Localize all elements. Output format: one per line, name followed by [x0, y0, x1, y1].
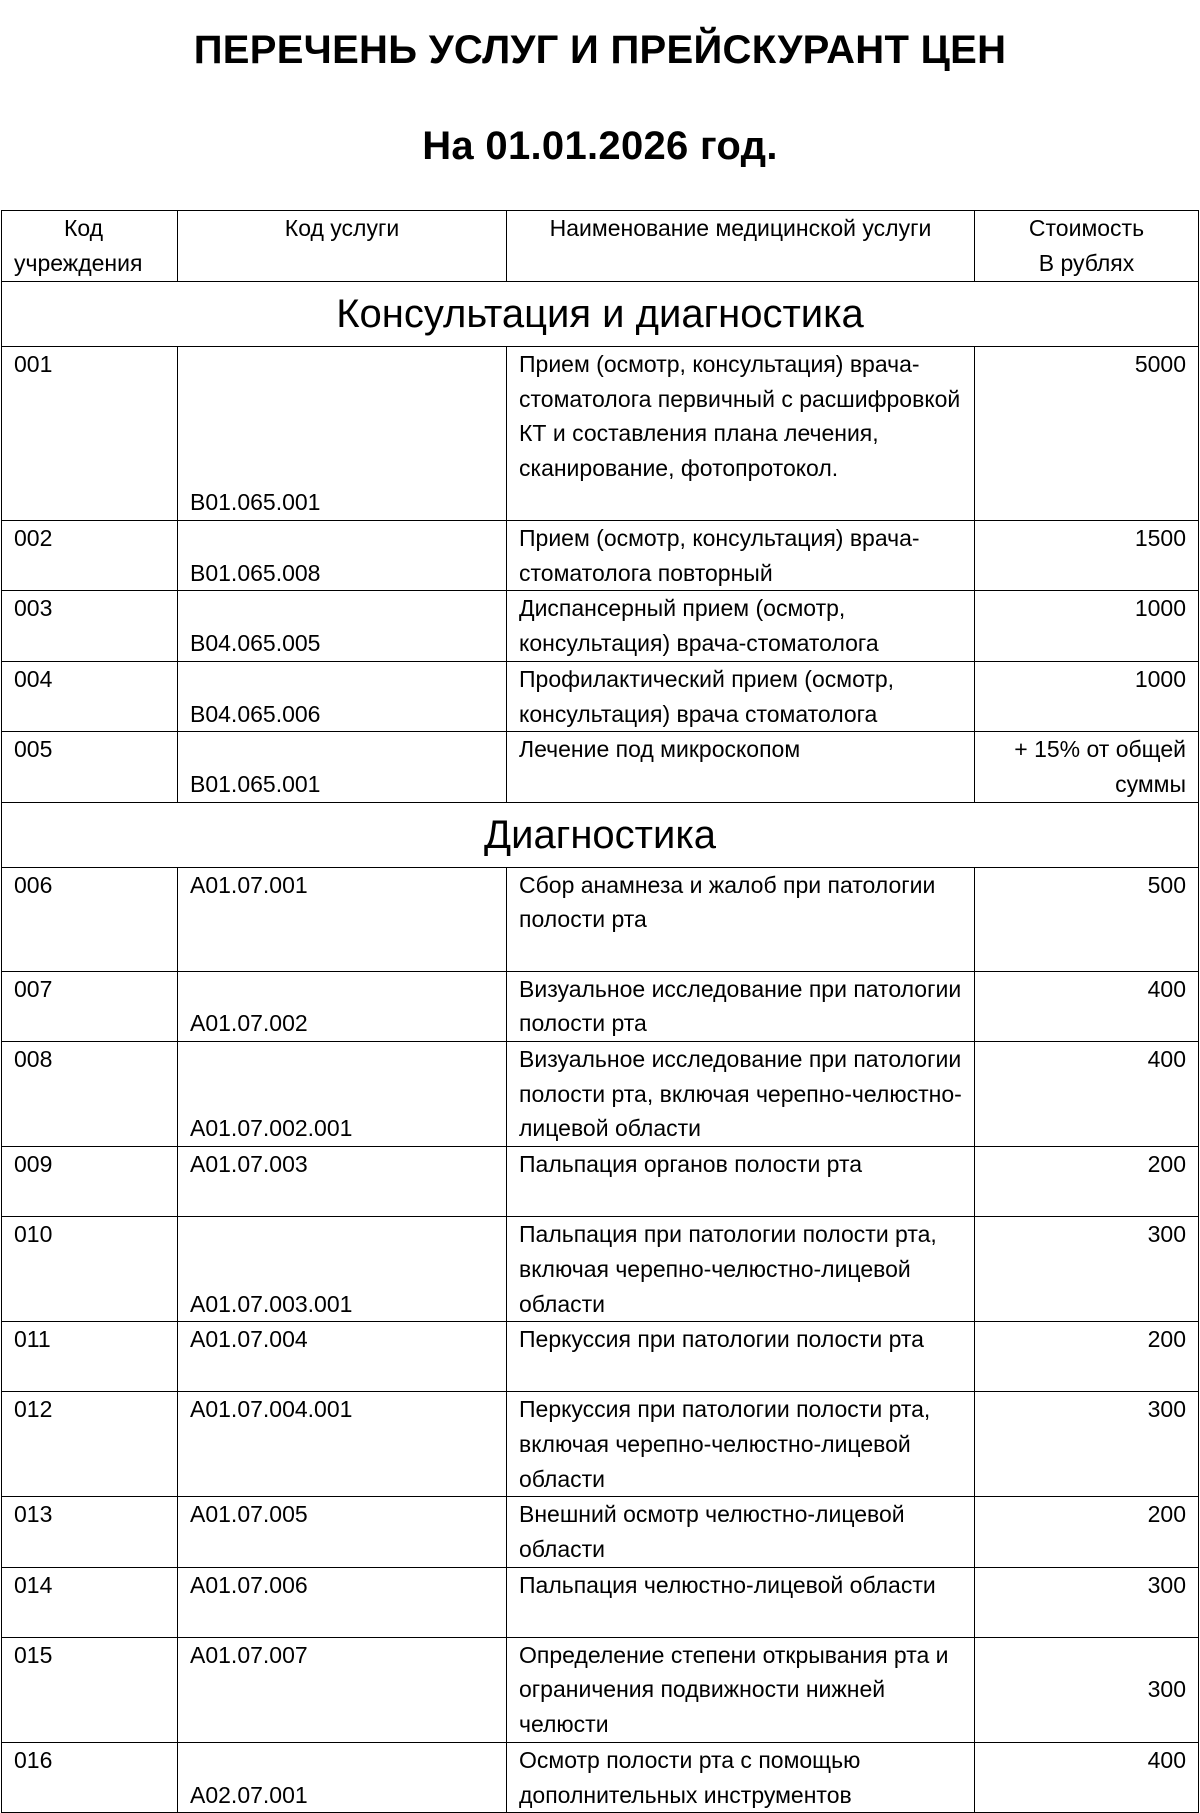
org-code-cell: 014 — [2, 1567, 178, 1637]
service-name-cell: Внешний осмотр челюстно-лицевой области — [507, 1497, 975, 1567]
header-price: Стоимость В рублях — [975, 211, 1199, 282]
price-cell: 400 — [975, 1742, 1199, 1812]
service-name-cell: Прием (осмотр, консультация) врача-стоматолога первичный с расшифровкой КТ и составления плана лечения, сканирование, фотопротокол. — [507, 347, 975, 521]
price-cell: 400 — [975, 1042, 1199, 1147]
header-service-code: Код услуги — [178, 211, 507, 282]
service-code-cell: А01.07.006 — [178, 1567, 507, 1637]
price-cell: 500 — [975, 867, 1199, 971]
service-name-cell: Диспансерный прием (осмотр, консультация) врача-стоматолога — [507, 591, 975, 661]
section-row — [2, 282, 1199, 347]
service-name-cell: Пальпация при патологии полости рта, включая черепно-челюстно-лицевой области — [507, 1217, 975, 1322]
price-cell: 200 — [975, 1497, 1199, 1567]
org-code-cell: 005 — [2, 732, 178, 802]
service-code-cell: В04.065.006 — [178, 661, 507, 731]
price-cell: 200 — [975, 1147, 1199, 1217]
service-name-cell: Прием (осмотр, консультация) врача-стоматолога повторный — [507, 521, 975, 591]
price-text-line2: суммы — [1115, 770, 1186, 797]
service-name-cell: Пальпация челюстно-лицевой области — [507, 1567, 975, 1637]
service-code-cell: В01.065.001 — [178, 732, 507, 802]
price-cell: 1000 — [975, 661, 1199, 731]
table-row — [2, 1217, 1199, 1322]
section-title: Диагностика — [2, 802, 1199, 867]
service-name-cell: Визуальное исследование при патологии полости рта — [507, 971, 975, 1041]
price-cell: 1000 — [975, 591, 1199, 661]
service-code-cell: А01.07.005 — [178, 1497, 507, 1567]
section-row — [2, 802, 1199, 867]
service-code-cell: А01.07.004.001 — [178, 1392, 507, 1497]
document-date: На 01.01.2026 год. — [422, 124, 778, 168]
table-row — [2, 971, 1199, 1041]
service-code-cell: А01.07.002.001 — [178, 1042, 507, 1147]
document-title: ПЕРЕЧЕНЬ УСЛУГ И ПРЕЙСКУРАНТ ЦЕН — [193, 28, 1007, 72]
table-row — [2, 1147, 1199, 1217]
org-code-cell: 013 — [2, 1497, 178, 1567]
table-row — [2, 521, 1199, 591]
price-cell: 200 — [975, 1322, 1199, 1392]
table-row — [2, 591, 1199, 661]
header-service-name: Наименование медицинской услуги — [507, 211, 975, 282]
price-cell: 300 — [975, 1392, 1199, 1497]
org-code-cell: 009 — [2, 1147, 178, 1217]
org-code-cell: 011 — [2, 1322, 178, 1392]
service-name-cell: Осмотр полости рта с помощью дополнительных инструментов — [507, 1742, 975, 1812]
service-code-cell: А01.07.003.001 — [178, 1217, 507, 1322]
service-code-cell: А01.07.002 — [178, 971, 507, 1041]
org-code-cell: 003 — [2, 591, 178, 661]
org-code-cell: 007 — [2, 971, 178, 1041]
price-cell: 300 — [975, 1637, 1199, 1742]
service-name-cell: Визуальное исследование при патологии полости рта, включая черепно-челюстно-лицевой области — [507, 1042, 975, 1147]
service-name-cell: Сбор анамнеза и жалоб при патологии полости рта — [507, 867, 975, 971]
price-cell: 400 — [975, 971, 1199, 1041]
table-row — [2, 1497, 1199, 1567]
service-name-cell: Перкуссия при патологии полости рта — [507, 1322, 975, 1392]
price-table — [1, 210, 1199, 1813]
price-cell — [975, 732, 1199, 802]
table-row — [2, 347, 1199, 521]
service-name-cell: Профилактический прием (осмотр, консультация) врача стоматолога — [507, 661, 975, 731]
table-row — [2, 661, 1199, 731]
table-row — [2, 1637, 1199, 1742]
org-code-cell: 015 — [2, 1637, 178, 1742]
org-code-cell: 006 — [2, 867, 178, 971]
org-code-cell: 002 — [2, 521, 178, 591]
service-code-cell: А01.07.004 — [178, 1322, 507, 1392]
org-code-cell: 008 — [2, 1042, 178, 1147]
price-cell: 300 — [975, 1217, 1199, 1322]
org-code-cell: 010 — [2, 1217, 178, 1322]
table-row — [2, 1742, 1199, 1812]
table-row — [2, 1042, 1199, 1147]
table-row — [2, 1392, 1199, 1497]
org-code-cell: 016 — [2, 1742, 178, 1812]
service-code-cell: В04.065.005 — [178, 591, 507, 661]
service-code-cell: А01.07.001 — [178, 867, 507, 971]
header-org-code: Код учреждения — [2, 211, 178, 282]
table-row — [2, 1567, 1199, 1637]
table-row — [2, 1322, 1199, 1392]
table-row — [2, 867, 1199, 971]
service-code-cell: А01.07.007 — [178, 1637, 507, 1742]
org-code-cell: 001 — [2, 347, 178, 521]
org-code-cell: 012 — [2, 1392, 178, 1497]
service-code-cell: А02.07.001 — [178, 1742, 507, 1812]
price-cell: 300 — [975, 1567, 1199, 1637]
service-name-cell: Лечение под микроскопом — [507, 732, 975, 802]
service-name-cell: Определение степени открывания рта и ограничения подвижности нижней челюсти — [507, 1637, 975, 1742]
price-text-line1: + 15% от общей — [1014, 736, 1186, 763]
table-row — [2, 732, 1199, 802]
service-code-cell: А01.07.003 — [178, 1147, 507, 1217]
price-cell: 1500 — [975, 521, 1199, 591]
service-name-cell: Перкуссия при патологии полости рта, включая черепно-челюстно-лицевой области — [507, 1392, 975, 1497]
org-code-cell: 004 — [2, 661, 178, 731]
price-cell: 5000 — [975, 347, 1199, 521]
service-name-cell: Пальпация органов полости рта — [507, 1147, 975, 1217]
service-code-cell: В01.065.008 — [178, 521, 507, 591]
table-header-row — [2, 211, 1199, 282]
section-title: Консультация и диагностика — [2, 282, 1199, 347]
service-code-cell: В01.065.001 — [178, 347, 507, 521]
